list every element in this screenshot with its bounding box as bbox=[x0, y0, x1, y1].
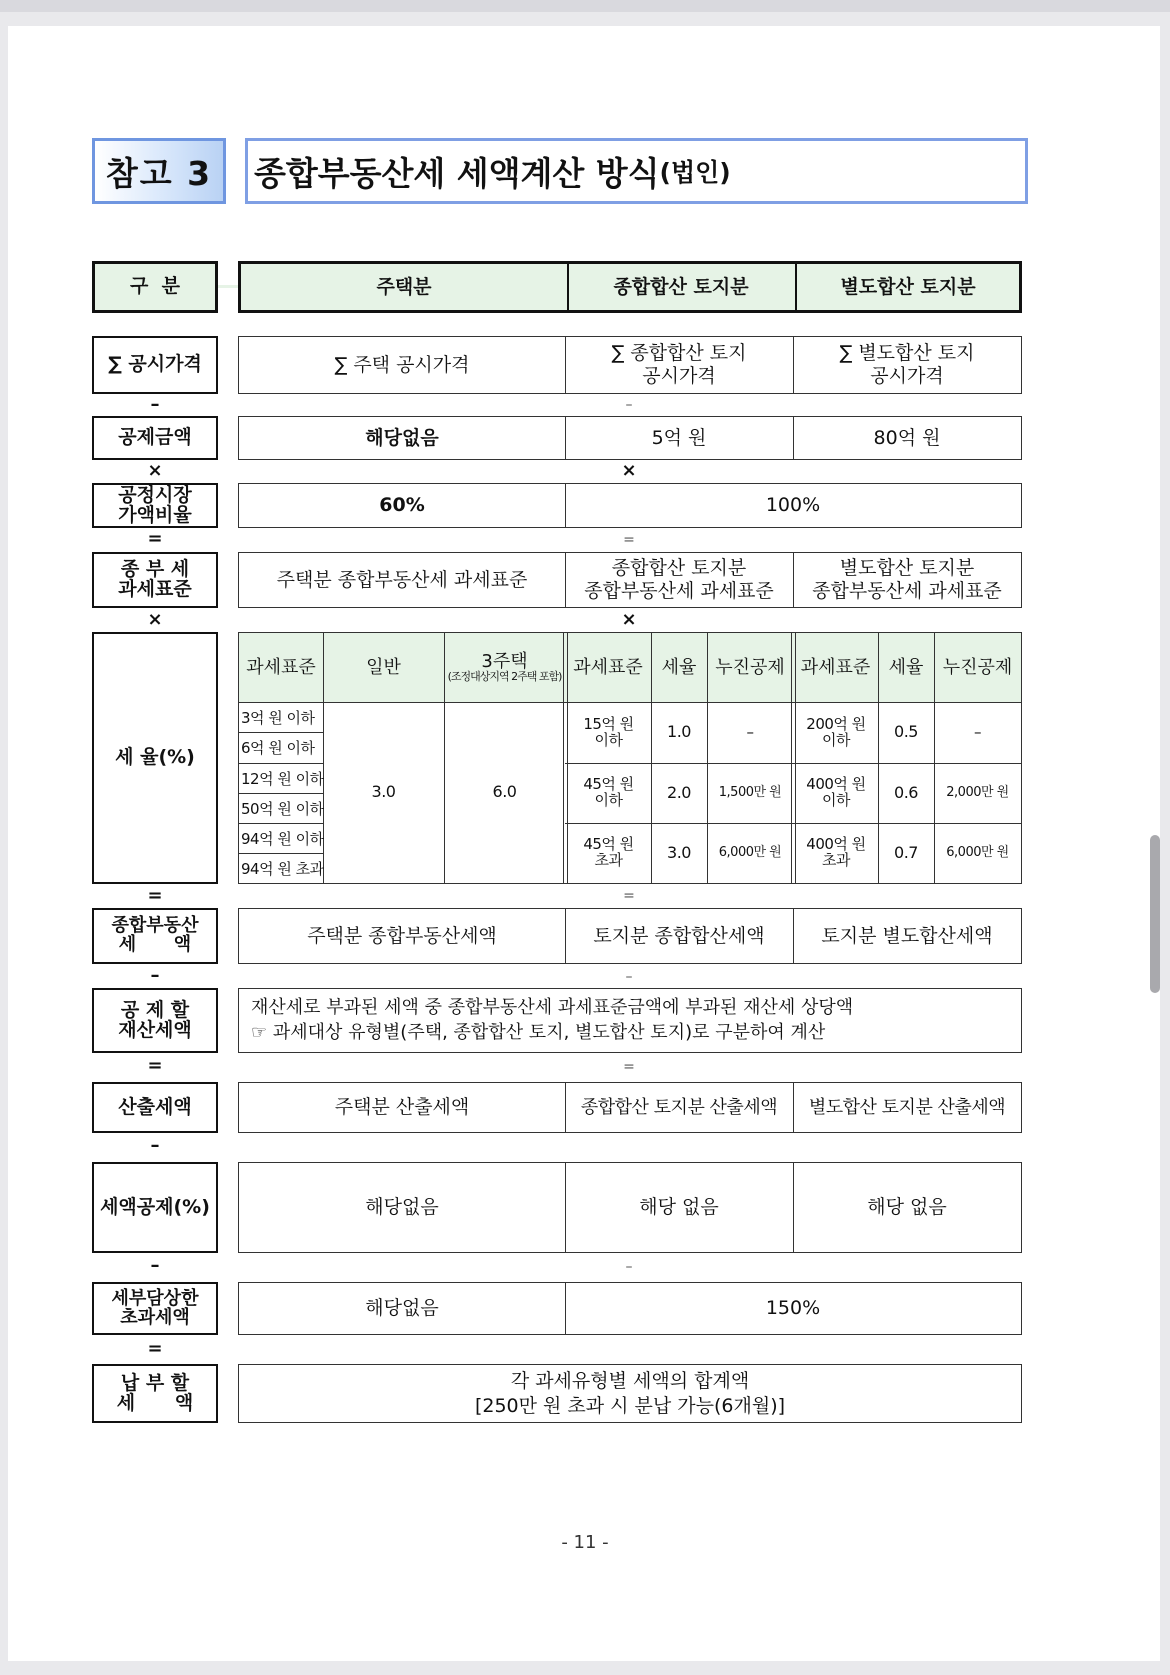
minus-operator: – bbox=[150, 1135, 160, 1156]
combined-rate: 2.0 bbox=[667, 782, 691, 802]
multiply-operator: × bbox=[147, 460, 163, 481]
house-bracket: 94억 원 이하 bbox=[241, 829, 324, 848]
separate-base: 400억 원 이하 bbox=[806, 775, 866, 809]
minus-operator: – bbox=[150, 1255, 160, 1276]
separate-rate: 0.6 bbox=[894, 782, 918, 802]
row-tax-base bbox=[238, 552, 1022, 608]
minus-operator: – bbox=[625, 397, 633, 413]
combined-rate: 3.0 bbox=[667, 842, 691, 862]
reference-label: 참고 3 bbox=[105, 153, 213, 193]
computed-tax-separate: 별도합산 토지분 산출세액 bbox=[808, 1096, 1006, 1118]
reference-badge bbox=[92, 138, 226, 204]
market-ratio-house: 60% bbox=[379, 494, 425, 517]
separate-base: 400억 원 초과 bbox=[806, 835, 866, 869]
multiply-operator: × bbox=[147, 609, 163, 630]
tax-rate-table bbox=[238, 632, 1022, 884]
tax-amount-house: 주택분 종합부동산세액 bbox=[307, 924, 497, 947]
combined-deduction: 1,500만 원 bbox=[718, 785, 782, 801]
rate-header-combined-deduction: 누진공제 bbox=[707, 633, 793, 702]
market-ratio-land: 100% bbox=[765, 494, 821, 517]
cap-excess-house: 해당없음 bbox=[365, 1297, 439, 1320]
equals-operator: = bbox=[147, 1338, 163, 1359]
header-connector bbox=[218, 285, 238, 288]
equals-operator: = bbox=[147, 1055, 163, 1076]
rate-header-house-base: 과세표준 bbox=[239, 633, 323, 702]
combined-base: 45억 원 초과 bbox=[583, 835, 634, 869]
rate-header-general: 일반 bbox=[323, 633, 444, 702]
label-tax-amount: 종합부동산 세 액 bbox=[92, 908, 218, 964]
computed-tax-combined: 종합합산 토지분 산출세액 bbox=[580, 1096, 778, 1118]
label-tax-base: 종 부 세 과세표준 bbox=[92, 552, 218, 608]
browser-top-bar bbox=[0, 0, 1170, 12]
label-tax-rate: 세 율(%) bbox=[92, 632, 218, 884]
combined-deduction: – bbox=[746, 722, 754, 741]
row-cap-excess bbox=[238, 1282, 1022, 1335]
published-price-combined: ∑ 종합합산 토지 공시가격 bbox=[611, 342, 747, 387]
minus-operator: – bbox=[625, 1259, 633, 1275]
label-cap-excess: 세부담상한 초과세액 bbox=[92, 1282, 218, 1335]
tax-amount-combined: 토지분 종합합산세액 bbox=[593, 924, 765, 947]
equals-operator: = bbox=[623, 532, 635, 548]
column-header-row bbox=[238, 261, 1022, 313]
house-bracket: 50억 원 이하 bbox=[241, 799, 324, 818]
published-price-separate: ∑ 별도합산 토지 공시가격 bbox=[839, 342, 975, 387]
published-price-house: ∑ 주택 공시가격 bbox=[334, 353, 470, 376]
rate-header-separate-base: 과세표준 bbox=[793, 633, 878, 702]
combined-rate: 1.0 bbox=[667, 722, 691, 742]
vertical-scrollbar[interactable] bbox=[1150, 835, 1160, 993]
separate-rate: 0.7 bbox=[894, 842, 918, 862]
house-three-homes-rate: 6.0 bbox=[492, 782, 517, 802]
label-tax-credit: 세액공제(%) bbox=[92, 1162, 218, 1253]
tax-amount-separate: 토지분 별도합산세액 bbox=[821, 924, 993, 947]
tax-payable-description bbox=[239, 1365, 1021, 1422]
column-header-combined: 종합합산 토지분 bbox=[613, 275, 749, 298]
combined-deduction: 6,000만 원 bbox=[718, 845, 782, 861]
house-general-rate: 3.0 bbox=[371, 782, 396, 802]
three-homes-label: 3주택 bbox=[481, 650, 528, 672]
label-deduction: 공제금액 bbox=[92, 416, 218, 460]
minus-operator: – bbox=[625, 969, 633, 985]
minus-operator: – bbox=[150, 394, 160, 415]
three-homes-note: (조정대상지역 2주택 포함) bbox=[447, 670, 562, 684]
property-tax-line2: ☞ 과세대상 유형별(주택, 종합합산 토지, 별도합산 토지)로 구분하여 계산 bbox=[251, 1021, 826, 1043]
rate-header-separate-rate: 세율 bbox=[878, 633, 934, 702]
deduction-house: 해당없음 bbox=[365, 426, 439, 449]
row-published-price bbox=[238, 336, 1022, 394]
property-tax-description bbox=[251, 989, 1017, 1052]
column-header-label: 구 분 bbox=[130, 275, 180, 298]
tax-credit-separate: 해당 없음 bbox=[867, 1196, 947, 1219]
label-market-ratio: 공정시장 가액비율 bbox=[92, 483, 218, 528]
equals-operator: = bbox=[147, 528, 163, 549]
tax-payable-line1: 각 과세유형별 세액의 합계액 bbox=[510, 1369, 750, 1392]
deduction-combined: 5억 원 bbox=[651, 426, 707, 449]
row-market-ratio bbox=[238, 483, 1022, 528]
tax-credit-combined: 해당 없음 bbox=[639, 1196, 719, 1219]
title-suffix: (법인) bbox=[659, 158, 731, 187]
tax-payable-line2: [250만 원 초과 시 분납 가능(6개월)] bbox=[474, 1394, 786, 1417]
tax-base-house: 주택분 종합부동산세 과세표준 bbox=[276, 568, 528, 591]
minus-operator: – bbox=[150, 965, 160, 986]
label-published-price: ∑ 공시가격 bbox=[92, 336, 218, 394]
separate-deduction: 2,000만 원 bbox=[946, 785, 1009, 801]
label-computed-tax: 산출세액 bbox=[92, 1082, 218, 1133]
separate-deduction: 6,000만 원 bbox=[946, 845, 1009, 861]
column-header-house: 주택분 bbox=[376, 275, 432, 298]
equals-operator: = bbox=[623, 888, 635, 904]
equals-operator: = bbox=[623, 1059, 635, 1075]
column-header-separate: 별도합산 토지분 bbox=[840, 275, 976, 298]
separate-rate: 0.5 bbox=[894, 722, 918, 742]
computed-tax-house: 주택분 산출세액 bbox=[334, 1096, 470, 1119]
separate-deduction: – bbox=[974, 722, 981, 741]
house-bracket: 94억 원 초과 bbox=[241, 859, 324, 878]
rate-header-separate-deduction: 누진공제 bbox=[934, 633, 1021, 702]
row-tax-credit bbox=[238, 1162, 1022, 1253]
label-column-header bbox=[92, 261, 218, 313]
label-tax-payable: 납 부 할 세 액 bbox=[92, 1364, 218, 1423]
title-main: 종합부동산세 세액계산 방식 bbox=[254, 153, 660, 193]
combined-base: 15억 원 이하 bbox=[583, 714, 634, 749]
combined-base: 45억 원 이하 bbox=[583, 775, 634, 809]
rate-header-combined-rate: 세율 bbox=[651, 633, 707, 702]
separate-base: 200억 원 이하 bbox=[806, 714, 866, 749]
house-bracket: 3억 원 이하 bbox=[241, 708, 315, 727]
label-property-tax: 공 제 할 재산세액 bbox=[92, 988, 218, 1053]
rate-header-three-homes bbox=[444, 633, 565, 702]
document-title bbox=[245, 138, 1028, 204]
house-bracket: 6억 원 이하 bbox=[241, 739, 315, 757]
tax-base-combined: 종합합산 토지분 종합부동산세 과세표준 bbox=[584, 557, 774, 602]
tax-credit-house: 해당없음 bbox=[365, 1196, 439, 1219]
deduction-separate: 80억 원 bbox=[873, 426, 941, 449]
multiply-operator: × bbox=[621, 609, 637, 630]
tax-base-separate: 별도합산 토지분 종합부동산세 과세표준 bbox=[812, 557, 1002, 602]
rate-header-combined-base: 과세표준 bbox=[565, 633, 651, 702]
cap-excess-land: 150% bbox=[765, 1297, 821, 1320]
page-number: - 11 - bbox=[561, 1532, 609, 1553]
multiply-operator: × bbox=[621, 460, 637, 481]
house-bracket: 12억 원 이하 bbox=[241, 769, 324, 788]
row-tax-payable bbox=[238, 1364, 1022, 1423]
equals-operator: = bbox=[147, 885, 163, 906]
row-deduction bbox=[238, 416, 1022, 460]
row-property-tax bbox=[238, 988, 1022, 1053]
row-tax-amount bbox=[238, 908, 1022, 964]
row-computed-tax bbox=[238, 1082, 1022, 1133]
property-tax-line1: 재산세로 부과된 세액 중 종합부동산세 과세표준금액에 부과된 재산세 상당액 bbox=[251, 997, 854, 1019]
